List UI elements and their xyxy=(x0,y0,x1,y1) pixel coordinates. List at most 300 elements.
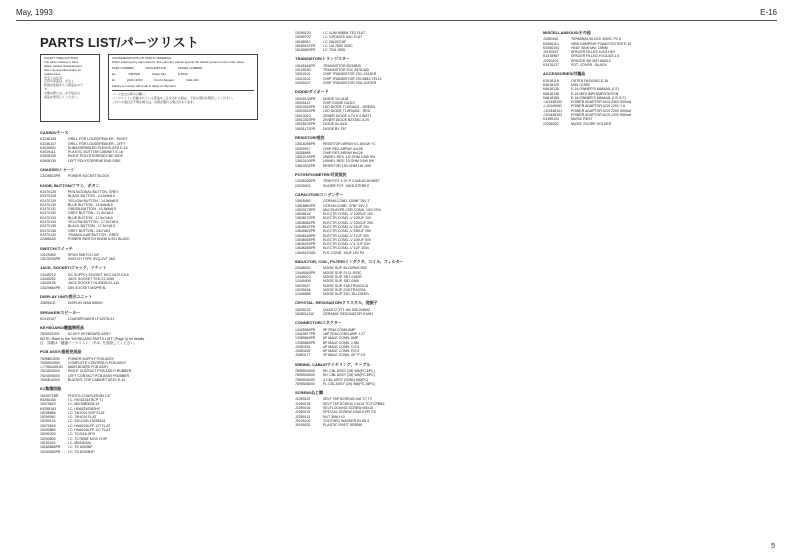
part-description: CHIP RES.ARRAY 8x10K xyxy=(323,150,364,155)
part-description: ELECTR.COND.-V 4.7UF 63V xyxy=(323,242,371,247)
consider-header: MODEL NUMBER xyxy=(178,65,203,70)
part-number: 7695B10000 xyxy=(40,378,60,383)
part-number: K2019111 xyxy=(40,150,56,155)
part-number: J3450153 xyxy=(295,344,311,349)
part-number: 7695S04000 xyxy=(295,369,315,373)
part-description: LEFT CONTACT PCB ASSY+RUBBER xyxy=(68,373,129,378)
part-number: J3450177 xyxy=(295,353,311,358)
part-description: SPACER 3M XM7.8/6012 xyxy=(571,58,611,63)
part-number: K2608139 xyxy=(40,158,56,163)
part-number: K2470135 xyxy=(40,224,56,229)
part-description: I.C. BA15218F xyxy=(323,39,346,44)
part-description: E-16 OWNER'S MANUAL (I-E) xyxy=(571,87,619,92)
part-number: 13510100PR xyxy=(295,159,316,164)
part-number: 15191163 xyxy=(40,440,56,445)
part-description: MAIN BOARD PCB ASSY xyxy=(68,365,109,370)
part-description: 6P MALE CONN. P/2.5 xyxy=(323,349,360,354)
part-number: 13129763PR xyxy=(40,257,61,262)
part-number: 15309917 xyxy=(295,146,311,151)
part-description: ELECTR.COND.-V 2200UF 25V xyxy=(323,220,374,225)
part-description: ELECTR.COND.-V 1000UF 16V xyxy=(323,212,374,217)
part-number: K2026501 xyxy=(40,145,56,150)
part-number: 15188910 xyxy=(295,39,311,44)
section-title: DIODE/ダイオード xyxy=(295,89,329,95)
part-description: YELLOW BUTTON - 17.5x7x8.5 xyxy=(68,220,119,225)
part-number: J2289106 xyxy=(295,406,311,411)
part-description: ELECTR.COND.-V 47UF 25V xyxy=(323,233,370,238)
part-description: 5H. CBL ASSY (28) W6(PC-6PC) xyxy=(323,369,375,373)
part-description: MIDI GUIDE xyxy=(571,82,591,87)
part-description: TERMINAL BLOCK 4000C P2.5 xyxy=(571,37,621,42)
part-number: K2618118 xyxy=(543,78,559,83)
part-number: 15031172PR xyxy=(295,126,316,131)
part-description: RESISTOR 150 OHM 1W 10% xyxy=(323,163,371,168)
part-number: K6618156 xyxy=(543,95,559,100)
part-number: K2246107 xyxy=(40,141,56,146)
part-number: 15479623 xyxy=(40,402,56,407)
parts-section xyxy=(295,31,475,52)
part-row xyxy=(40,257,220,261)
parts-section xyxy=(40,184,220,242)
part-description: I.C. UPD6376 DAC FLAT xyxy=(323,35,363,40)
part-number: K2608109 xyxy=(40,154,56,159)
header-model: E-16 xyxy=(760,8,777,17)
part-number: K2246108 xyxy=(40,137,56,142)
safety-line: safety related characteristics. xyxy=(44,63,83,68)
consider-example-2 xyxy=(112,79,254,83)
part-number: 15310102 xyxy=(295,76,311,81)
part-number: 15013323PR xyxy=(295,118,316,123)
section-title: CASING/ケース xyxy=(40,130,69,135)
part-number: K2470133 xyxy=(40,215,56,220)
consider-note: Failure to comply will result in delay of shipment. xyxy=(112,83,177,88)
part-description: SPACER FILLED H.5.8-6/3.1.5 xyxy=(571,54,620,59)
part-number: 15118164PR xyxy=(295,63,316,68)
consider-example-cell: 2487600 xyxy=(128,71,141,76)
part-description: SPACER FILLED H.8.8 HEX xyxy=(571,50,616,55)
part-description: ELECTR.COND.-V 100UF 10V xyxy=(323,216,372,221)
parts-section xyxy=(40,131,220,163)
part-description: CHIP TRANSISTOR 2SC2883-TEL12 xyxy=(323,76,382,81)
parts-section xyxy=(40,326,220,345)
part-number: ⚠7786440100 xyxy=(40,365,63,370)
part-row xyxy=(295,353,475,357)
part-description: HEAT SINK MM. 15MM xyxy=(571,45,608,50)
part-number: 15259124 xyxy=(40,419,56,424)
part-row xyxy=(40,378,220,382)
part-description: I.C. TD 6200N4P xyxy=(68,449,95,454)
part-number: 15330107 xyxy=(295,80,311,85)
ordering-considerations-box xyxy=(108,54,258,120)
part-number: 15290804 xyxy=(40,436,56,441)
safety-line: 安全上の注意： xyxy=(44,75,66,80)
part-row xyxy=(40,286,220,290)
part-number: K2470120 xyxy=(40,232,56,237)
section-title: CONNECTOR/コネクター xyxy=(295,320,342,326)
part-description: ELECTR.COND.-V 1UF 100V xyxy=(323,246,370,251)
part-description: I.C. MB 8380008-15 xyxy=(68,402,100,407)
part-number: K5258164 xyxy=(40,397,56,402)
parts-section xyxy=(40,247,220,262)
section-title: DISPLAY UNIT/表示ユニット xyxy=(40,293,93,299)
safety-title: SAFETY PRECAUTIONS xyxy=(44,56,79,60)
part-description: I.C. TDA 1905 xyxy=(323,48,345,53)
part-description: NOISE SUP. SBT-0160R xyxy=(323,274,362,279)
consider-example-cell: E-6000 xyxy=(177,71,188,76)
part-description: MULTILAYER CER.COND. 100+20% xyxy=(323,207,381,212)
part-description: ZENER DIODE BZX55C 6.2V xyxy=(323,118,370,123)
part-number: K2456104 xyxy=(543,45,559,50)
parts-section xyxy=(40,295,220,306)
consider-jp-intro: パーツリストに記載されている部品をご注文される時は、下記の項目を明記してください。 xyxy=(112,96,235,101)
part-description: POWER SWITCH KNOB N.001 BLACK xyxy=(68,237,130,242)
part-number: J2289113 xyxy=(295,414,311,419)
part-number: 15180600PR xyxy=(295,48,316,53)
part-number: 13520175PR xyxy=(295,207,316,212)
part-description: I.C. UA 7805 3C5C xyxy=(323,43,353,48)
parts-section xyxy=(295,136,475,168)
part-number: 13649103UD xyxy=(295,250,316,255)
section-title: RESISTOR/抵抗 xyxy=(295,134,325,140)
safety-line: 交換の際には、必ず指定の xyxy=(44,91,81,96)
part-number: K2470132 xyxy=(40,211,56,216)
part-description: JACK SOCKET YKD 21-1006 xyxy=(68,277,115,282)
parts-section xyxy=(295,301,475,316)
part-description: PLASTIC RIVET SR8065 xyxy=(323,423,363,428)
part-description: JACK SOCKET HLJ0525-01-110 xyxy=(68,281,120,286)
safety-line: ⚠印の部品は、安全上 xyxy=(44,79,75,84)
parts-section xyxy=(40,350,220,382)
part-description: SPUN SWITCH 10F xyxy=(68,252,100,257)
part-description: GRILL FOR LOUDSPEAKER - RIGHT xyxy=(68,137,128,142)
part-number: 15160866PR xyxy=(40,445,61,450)
part-number: K0419107 xyxy=(40,316,56,321)
part-description: TRANSISTOR BC548-B xyxy=(323,63,361,68)
part-description: I.C. HD6433028SHF xyxy=(68,406,101,411)
part-description: BUZZER, TOP CABINET ASSY E-16 xyxy=(68,378,126,383)
part-description: I.C. 74HC04 FLAT xyxy=(68,415,97,420)
part-number: 13638255PR xyxy=(295,246,316,251)
part-description: LOUDSPEAKER LF12078-01 xyxy=(68,316,115,321)
part-number: K6618120 xyxy=(543,82,559,87)
part-number: K2470131 xyxy=(40,207,56,212)
part-description: DIODE IN-4001 xyxy=(323,122,348,127)
part-row xyxy=(40,174,220,178)
part-description: SLIDER POT. 10KB STEREO xyxy=(323,183,370,188)
part-number: J2289115 xyxy=(295,410,311,415)
part-description: POWER SUPPLY PCB ASSY xyxy=(68,356,114,361)
part-number: 15290854 xyxy=(40,428,56,433)
part-row xyxy=(295,48,475,52)
part-row xyxy=(40,237,220,241)
part-row xyxy=(295,164,475,168)
part-description: I.C. 93C1000-15259124 xyxy=(68,419,106,424)
part-number: J2190157 xyxy=(543,50,559,55)
part-description: CHIP TRANSISTOR 2SA-1037KR xyxy=(323,80,377,85)
part-description: UNINFL.RES. 10 OHM 0.6W 5% xyxy=(323,159,374,164)
section-title: PCB ASSY/基板完成品 xyxy=(40,349,82,355)
part-number: 7695S02000 xyxy=(40,360,60,365)
part-description: 2P MALE CONN. 90° P 2.5 xyxy=(323,353,366,358)
part-number: K3199102 xyxy=(543,117,559,122)
part-description: I.C. TC7836F MOS CHIP xyxy=(68,436,108,441)
part-row xyxy=(295,127,475,131)
part-number: 15018133PR xyxy=(295,96,316,101)
parts-column-1 xyxy=(40,126,220,454)
part-number: 7695B03000 xyxy=(40,356,60,361)
part-description: I.C. TC4116-GFH xyxy=(68,432,96,437)
part-description: BLACK BUTTON - 14.5x5x8.5 xyxy=(68,194,116,199)
consider-example-cell: 2241C1000 xyxy=(126,77,143,82)
part-number: J3450159 xyxy=(295,349,311,354)
parts-column-2 xyxy=(295,26,475,428)
part-description: GREY BUTTON - 17.5x7x8.5 xyxy=(68,211,114,216)
part-number: 13510153PR xyxy=(295,155,316,160)
safety-line: 部品を使用してください。 xyxy=(44,95,81,100)
part-number: 13639233PR xyxy=(295,242,316,247)
part-row xyxy=(295,184,475,188)
section-title: KEYBOARD/鍵盤関係品 xyxy=(40,325,85,331)
part-description: TRANSISTOR 2SC 2878-A/B xyxy=(323,68,369,73)
consider-example-cell: Ex. xyxy=(112,71,117,76)
part-description: NOISE SUP. BLO2RN2-R62 xyxy=(323,266,368,271)
part-description: 4-CBL ASSY (30/80) W6(PC) xyxy=(323,377,369,382)
parts-section xyxy=(295,391,475,427)
header-date: May, 1993 xyxy=(16,8,53,17)
part-number: 7695S05000 xyxy=(295,373,315,378)
part-number: 15310101 xyxy=(295,72,311,77)
safety-line: Use only described parts for xyxy=(44,67,82,72)
section-title: SWITCH/スイッチ xyxy=(40,245,73,251)
part-description: COMPLETE CONTROLS PCB ASSY xyxy=(68,360,126,365)
part-description: 6P MALE CONN. AMP xyxy=(323,336,359,341)
part-number: J0159102 xyxy=(295,423,311,428)
parts-section xyxy=(40,168,220,179)
part-description: NOISE SUP. ESC-SLLDR30V xyxy=(323,292,370,297)
section-title: SPEAKER/スピーカー xyxy=(40,309,81,315)
part-number: K2470134 xyxy=(40,220,56,225)
part-description: BLUE BUTTON - 17.5x7x8.5 xyxy=(68,215,113,220)
part-description: RIGHT POLYSTERENE END SIDE xyxy=(68,154,123,159)
part-description: QUARTZ XTL.HA-538-20MHZ xyxy=(323,307,371,312)
part-description: NOISE SUP. EUKTR1003A xyxy=(323,287,366,292)
section-title: TRANSISTOR/トランジスター xyxy=(295,56,350,62)
part-row xyxy=(295,382,475,386)
part-description: GREY BUTTON - 24x7x8.5 xyxy=(68,228,111,233)
part-description: I.C. TD 6200NP xyxy=(68,445,93,450)
part-description: I.C. HM6226LFP-12T FLAT xyxy=(68,423,111,428)
part-number: 13129069 xyxy=(40,252,56,257)
section-title: MISCELLANEOUS/その他 xyxy=(543,30,591,35)
part-description: 61-KEY KEYBOARD ASSY xyxy=(68,332,111,337)
part-number: 12449566 xyxy=(295,292,311,297)
part-description: NUT 3MA H.3 xyxy=(323,414,345,419)
part-number: 13638144 xyxy=(295,212,311,217)
part-number: K2596114 xyxy=(543,41,559,46)
part-description: NOISE SUP. EUKTR0001CA xyxy=(323,283,369,288)
part-number: K2478967 xyxy=(543,54,559,59)
part-number: 7620921000 xyxy=(40,332,60,337)
part-number: ⚠K2448103 xyxy=(543,113,563,118)
section-title: KNOB, BUTTON/ツマミ、ボタン xyxy=(40,182,100,188)
part-number: 22448240 xyxy=(295,266,311,271)
part-description: ZENER DIODE 4.7V 0.4 WATT xyxy=(323,113,372,118)
section-title: WIRING, CABLE/ワイヤリング、ケーブル xyxy=(295,361,371,367)
part-number: 13449135 xyxy=(40,281,56,286)
part-number: K2470129 xyxy=(40,198,56,203)
part-description: ELECTR.COND.-V 330UF 25V xyxy=(323,229,372,234)
part-description: SELFLOCKING SCREW M3x10 xyxy=(323,406,373,411)
safety-line: す。 xyxy=(44,87,50,92)
part-number: 13419677PR xyxy=(295,331,316,336)
parts-section xyxy=(295,57,475,85)
part-description: PHOTO-COUPLER 6N 137 xyxy=(68,393,111,398)
consider-header: DESCRIPTION xyxy=(145,65,167,70)
part-number: 13610032PR xyxy=(295,163,316,168)
part-description: CHIP DIODE DA119 xyxy=(323,100,355,105)
section-title: CHASSIS/シャーシ xyxy=(40,167,75,173)
safety-line: 特別な性能をもつ部品なので xyxy=(44,83,84,88)
part-number: 15259061 xyxy=(40,415,56,420)
part-number: 22485183 xyxy=(40,237,56,242)
part-number: 15258886 xyxy=(40,410,56,415)
consider-example-cell: EI xyxy=(112,77,115,82)
part-description: GREEN BUTTON - 14.5x5x8.5 xyxy=(68,207,116,212)
part-description: OUTER PACKING E-16 xyxy=(571,78,609,83)
safety-line: replacement. xyxy=(44,71,62,76)
part-number: 15129150 xyxy=(295,68,311,73)
part-number: 1520971BR xyxy=(40,393,59,398)
consider-jp-note: これらの項目が不明な場合は、出荷が遅れる場合があります。 xyxy=(112,100,196,105)
part-number: 7695S08000 xyxy=(295,381,315,386)
consider-jp-title: パーツ注文の際のお願い xyxy=(112,92,145,97)
part-number: 13336205PR xyxy=(295,179,316,184)
part-description: 9P PEM.CONN.AMP xyxy=(323,327,356,332)
safety-line: The parts marked ⚠ have xyxy=(44,59,79,64)
part-row xyxy=(40,317,220,321)
page-number: 5 xyxy=(771,543,775,550)
parts-section xyxy=(295,173,475,188)
part-number: 15308985 xyxy=(295,150,311,155)
part-number: 15209156 xyxy=(295,287,311,292)
part-number: 15323023PR xyxy=(295,105,316,110)
parts-section xyxy=(295,260,475,296)
part-number: J2250101 xyxy=(543,58,559,63)
part-description: TRIM POT 4.7K P 3.5x8-HCS/HMET xyxy=(323,179,381,184)
part-number: J0135102 xyxy=(295,418,311,423)
part-description: CHIP TRANSISTOR 2SC-2412KR xyxy=(323,72,377,77)
part-number: 15209157 xyxy=(295,283,311,288)
consider-header: PART NUMBER xyxy=(112,65,134,70)
part-number: 7695S06000 xyxy=(295,377,315,382)
part-row xyxy=(40,450,220,454)
parts-section xyxy=(543,31,723,67)
section-title: INDUCTOR, COIL, FILTER/インダクタ、コイル、フィルター xyxy=(295,259,404,265)
part-description: SWITCH TYPE SVQ-2VT 05G xyxy=(68,257,116,262)
part-description: E-16 OWNER'S MANUAL (I-E-S-F) xyxy=(571,95,626,100)
part-description: 5H. CBL ASSY (28) W6(PC-8PC) xyxy=(323,373,375,378)
part-number: 7624S05000 xyxy=(40,373,60,378)
part-row xyxy=(295,292,475,296)
part-description: SPECIAL SCREW 3.5x9.5 PR T.8 xyxy=(323,410,376,415)
consider-headers xyxy=(112,67,254,71)
consider-example-cell: CHG-100 xyxy=(185,77,199,82)
part-description: PLASTIC BOTTOM CABINET E-16 xyxy=(68,150,123,155)
part-number: 13638045PR xyxy=(295,237,316,242)
part-number: 13389649PR xyxy=(295,336,316,341)
part-number: K2470136 xyxy=(40,228,56,233)
part-description: 18P FEM.CONN.AMP 1.27 xyxy=(323,331,366,336)
part-number: 13389654PR xyxy=(295,340,316,345)
part-row xyxy=(543,122,723,126)
parts-section xyxy=(295,193,475,255)
part-description: SELF TAP.SCREW2.2x6 TC TC xyxy=(323,397,373,402)
part-description: LED DIODE TLHR4401 - RED xyxy=(323,109,371,114)
part-number: 15160060PR xyxy=(40,449,61,454)
parts-section xyxy=(543,72,723,126)
part-number: 13649622PR xyxy=(295,229,316,234)
part-number: 12449408 xyxy=(295,279,311,284)
part-description: NOISE SUP. SBT-0460 xyxy=(323,279,360,284)
consider-title: CONSIDERATIONS ON PARTS ORDERING xyxy=(112,56,172,60)
part-description: YELLOW BUTTON - 14.5x5x8.5 xyxy=(68,198,119,203)
part-number: K2470130 xyxy=(40,202,56,207)
parts-section xyxy=(40,387,220,453)
part-description: E-16 MIDI IMPLEMENTATION xyxy=(571,91,619,96)
part-number: 15270615 xyxy=(40,423,56,428)
part-description: SUBASSEMBLED PLEXIGLASS E-16 xyxy=(68,145,128,150)
part-number: K2478127 xyxy=(543,63,559,68)
part-description: 4P MALE CONN. C/2.5 xyxy=(323,344,360,349)
part-description: NOISE SUP. PL11-R03C xyxy=(323,270,362,275)
part-description: UNINFL.RES. 1/2 OHM 0.6W 5% xyxy=(323,155,375,160)
consider-example-cell: Knob changed xyxy=(154,77,174,82)
part-row xyxy=(40,159,220,163)
section-note: 注：詳細は「鍵盤パーツリスト」（P.3）を参照してください。 xyxy=(40,340,138,345)
part-description: CERAM.COND. 100NF 25V Z xyxy=(323,199,370,204)
part-number: 12449070 xyxy=(295,274,311,279)
part-number: ⚠K2448102 xyxy=(543,100,563,105)
part-description: POWER ADAPTOR ACN 220V 500mA xyxy=(571,108,632,113)
part-number: J2289122 xyxy=(295,397,311,402)
part-number: 15290029 xyxy=(40,432,56,437)
part-description: I.C. MB1503AL xyxy=(68,440,92,445)
part-row xyxy=(295,81,475,85)
part-number: 15309113 xyxy=(295,100,311,105)
part-row xyxy=(543,63,723,67)
part-number: 15289112W xyxy=(295,312,314,317)
part-description: I.C. NJM 4558M-TE3 FLAT xyxy=(323,31,366,35)
part-number: 7624S04000 xyxy=(40,369,60,374)
part-number: 13638061PR xyxy=(295,220,316,225)
parts-section xyxy=(295,363,475,386)
part-description: ELECTR.COND.-V 100UF 50V xyxy=(323,237,372,242)
parts-section xyxy=(40,266,220,289)
part-number: K2470125 xyxy=(40,189,56,194)
part-description: SELF TAP.SCREW 2.9x13 TC/TCPBBZ xyxy=(323,401,385,406)
section-title: IC/集積回路 xyxy=(40,386,62,392)
part-description: GRILL FOR LOUDSPEAKER - LEFT xyxy=(68,141,126,146)
header-rule xyxy=(16,20,777,21)
part-row xyxy=(295,251,475,255)
part-number: J3450162 xyxy=(543,37,559,42)
part-description: MUSIC REST xyxy=(571,117,593,122)
part-number: 13449062PR xyxy=(295,270,316,275)
part-description: DIODE 1N-4148 xyxy=(323,96,349,101)
part-number: ⚠J2449060 xyxy=(543,104,562,109)
part-number: ⚠K2448101 xyxy=(543,108,563,113)
part-number: K2470128 xyxy=(40,194,56,199)
